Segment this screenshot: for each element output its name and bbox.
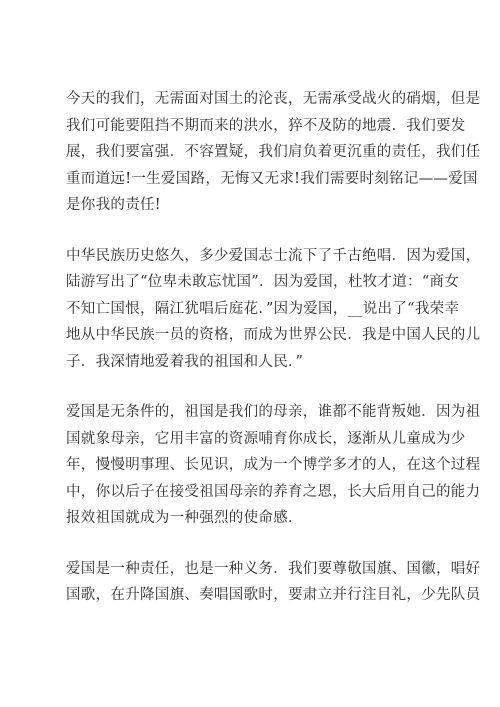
text-line: 不知亡国恨，隔江犹唱后庭花．”因为爱国，__说出了“我荣幸 xyxy=(66,300,460,317)
paragraph-2 xyxy=(66,243,481,376)
text-line: 展，我们要富强．不容置疑，我们肩负着更沉重的责任，我们任 xyxy=(66,144,481,160)
document-body xyxy=(66,86,481,633)
text-line: 重而道远!一生爱国路，无悔又无求!我们需要时刻铭记——爱国 xyxy=(66,170,478,187)
paragraph-4 xyxy=(66,556,481,609)
text-line: 我们可能要阻挡不期而来的洪水，猝不及防的地震．我们要发 xyxy=(66,117,466,134)
paragraph-1 xyxy=(66,86,481,219)
text-line: 国就象母亲，它用丰富的资源哺育你成长，逐渐从儿童成为少 xyxy=(66,430,466,447)
text-line: 年，慢慢明事理、长见识，成为一个博学多才的人，在这个过程 xyxy=(66,457,481,473)
text-line: 地从中华民族一员的资格，而成为世界公民．我是中国人民的儿 xyxy=(66,327,481,343)
text-line: 是你我的责任! xyxy=(66,197,161,213)
text-line: 陆游写出了“位卑未敢忘忧国”．因为爱国，杜牧才道：“商女 xyxy=(66,274,460,290)
text-line: 爱国是无条件的，祖国是我们的母亲，谁都不能背叛她．因为祖 xyxy=(66,404,481,420)
text-line: 中，你以后子在接受祖国母亲的养育之恩，长大后用自己的能力 xyxy=(66,483,481,500)
paragraph-3 xyxy=(66,399,481,532)
text-line: 报效祖国就成为一种强烈的使命感． xyxy=(66,510,303,526)
text-line: 爱国是一种责任，也是一种义务．我们要尊敬国旗、国徽，唱好 xyxy=(66,560,481,577)
text-line: 今天的我们，无需面对国土的沦丧，无需承受战火的硝烟，但是 xyxy=(66,91,481,107)
text-line: 子．我深情地爱着我的祖国和人民．” xyxy=(66,353,304,370)
text-line: 国歌，在升降国旗、奏唱国歌时，要肃立并行注目礼，少先队员 xyxy=(66,587,481,603)
text-line: 中华民族历史悠久，多少爱国志士流下了千古绝唱．因为爱国， xyxy=(66,247,481,264)
